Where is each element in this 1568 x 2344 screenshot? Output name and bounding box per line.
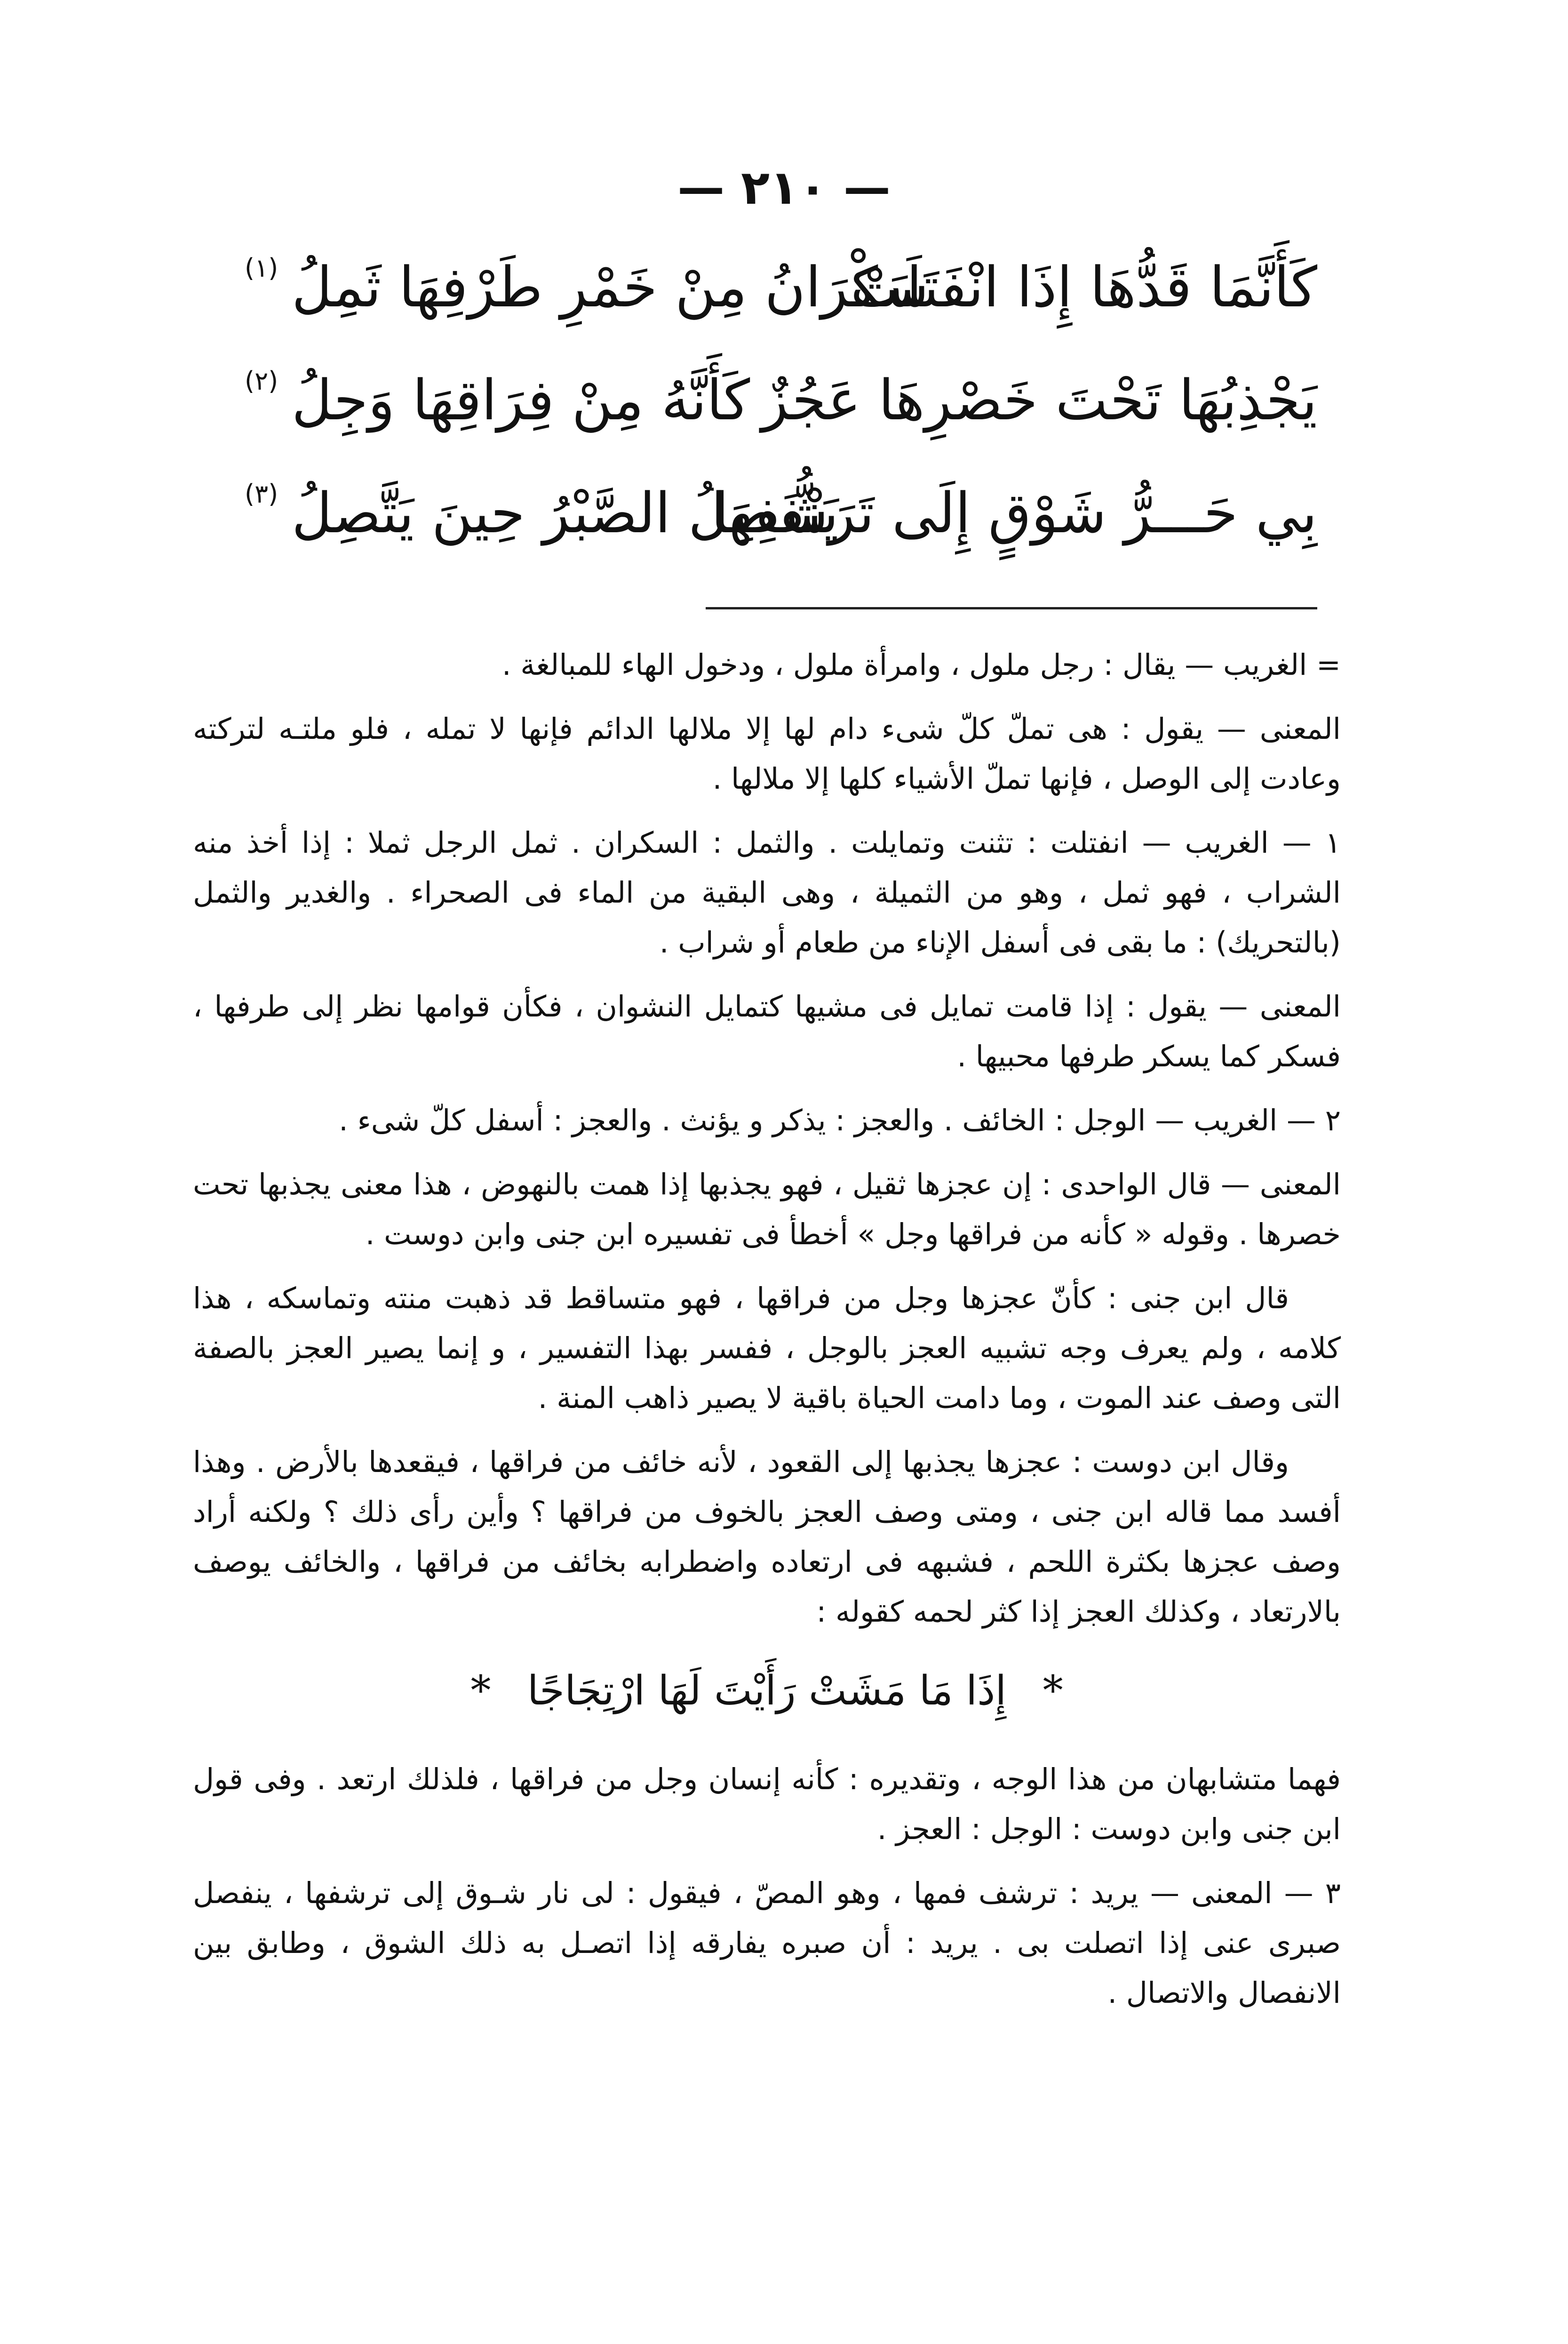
- verse-1-footnote-ref: (١): [245, 253, 279, 283]
- verse-2: [226, 353, 1317, 466]
- verse-2-first-hemistich: يَجْذِبُهَا تَحْتَ خَصْرِهَا عَجُزٌ: [761, 368, 1317, 432]
- verse-1-first-hemistich: كَأَنَّمَا قَدُّهَا إِذَا انْفَتَلَتْ: [850, 255, 1317, 320]
- verse-3-first-hemistich: بِي حَـــرُّ شَوْقٍ إِلَى تَرَشُّفِهَا: [711, 480, 1317, 545]
- commentary-paragraph: = الغريب — يقال : رجل ملول ، وامرأة ملول ، ودخول الهاء للمبالغة .: [501, 648, 1341, 682]
- poem-verses: [226, 240, 1317, 579]
- quoted-verse-text: إِذَا مَا مَشَتْ رَأَيْتَ لَهَا ارْتِجَاجًا: [527, 1667, 1007, 1714]
- page-number: — ٢١٠ —: [677, 160, 891, 215]
- verse-2-footnote-ref: (٢): [245, 366, 279, 396]
- verse-3-footnote-ref: (٣): [245, 479, 279, 509]
- quote-star-right: *: [1043, 1667, 1063, 1714]
- commentary-paragraph: ٣ — المعنى — يريد : ترشف فمها ، وهو المصّ ، فيقول : لى نار شـوق إلى ترشفها ، ينفصل صبرى عنى إذا اتصلت بى . يريد : أن صبره يفارقه إذا اتصـل به ذلك الشوق ، وطابق بين الانفصال والاتصال .: [193, 1876, 1341, 2010]
- quote-star-left: *: [470, 1667, 491, 1714]
- commentary-paragraph: ٢ — الغريب — الوجل : الخائف . والعجز : يذكر و يؤنث . والعجز : أسفل كلّ شىء .: [339, 1103, 1341, 1137]
- quoted-verse: [193, 1660, 1341, 1721]
- verse-2-second-hemistich: كَأَنَّهُ مِنْ فِرَاقِهَا وَجِلُ: [292, 368, 750, 432]
- commentary-paragraph: قال ابن جنى : كأنّ عجزها وجل من فراقها ، فهو متساقط قد ذهبت منته وتماسكه ، هذا كلامه ، ولم يعرف وجه تشبيه العجز بالوجل ، ففسر بهذا التفسير ، و إنما يصير العجز بالصفة التى وصف عند الموت ، وما دامت الحياة باقية لا يصير ذاهب المنة .: [193, 1281, 1341, 1415]
- commentary-paragraph: ١ — الغريب — انفتلت : تثنت وتمايلت . والثمل : السكران . ثمل الرجل ثملا : إذا أخذ منه الشراب ، فهو ثمل ، وهو من الثميلة ، وهى البقية من الماء فى الصحراء . والغدير والثمل (بالتحريك) : ما بقى فى أسفل الإناء من طعام أو شراب .: [193, 825, 1341, 960]
- commentary-paragraph: المعنى — يقول : إذا قامت تمايل فى مشيها كتمايل النشوان ، فكأن قوامها نظر إلى طرفها ، فسكر كما يسكر طرفها محبيها .: [193, 989, 1341, 1073]
- commentary-paragraph: المعنى — قال الواحدى : إن عجزها ثقيل ، فهو يجذبها إذا همت بالنهوض ، هذا معنى يجذبها تحت خصرها . وقوله « كأنه من فراقها وجل » أخطأ فى تفسيره ابن جنى وابن دوست .: [193, 1167, 1341, 1251]
- section-divider: [706, 607, 1317, 609]
- commentary: [193, 640, 1341, 2032]
- verse-1: [226, 240, 1317, 353]
- commentary-paragraph: فهما متشابهان من هذا الوجه ، وتقديره : كأنه إنسان وجل من فراقها ، فلذلك ارتعد . وفى قول ابن جنى وابن دوست : الوجل : العجز .: [193, 1762, 1341, 1846]
- verse-3: [226, 466, 1317, 579]
- commentary-paragraph: وقال ابن دوست : عجزها يجذبها إلى القعود ، لأنه خائف من فراقها ، فيقعدها بالأرض . وهذا أفسد مما قاله ابن جنى ، ومتى وصف العجز بالخوف من فراقها ؟ وأين رأى ذلك ؟ ولكنه أراد وصف عجزها بكثرة اللحم ، فشبهه فى ارتعاده واضطرابه بخائف من فراقها ، والخائف يوصف بالارتعاد ، وكذلك العجز إذا كثر لحمه كقوله :: [193, 1445, 1341, 1629]
- verse-3-second-hemistich: يَنْفَصِلُ الصَّبْرُ حِينَ يَتَّصِلُ: [292, 480, 839, 545]
- commentary-paragraph: المعنى — يقول : هى تملّ كلّ شىء دام لها إلا ملالها الدائم فإنها لا تمله ، فلو ملتـه لتركته وعادت إلى الوصل ، فإنها تملّ الأشياء كلها إلا ملالها .: [193, 712, 1341, 796]
- verse-1-second-hemistich: سَكْرَانُ مِنْ خَمْرِ طَرْفِهَا ثَمِلُ: [292, 255, 929, 320]
